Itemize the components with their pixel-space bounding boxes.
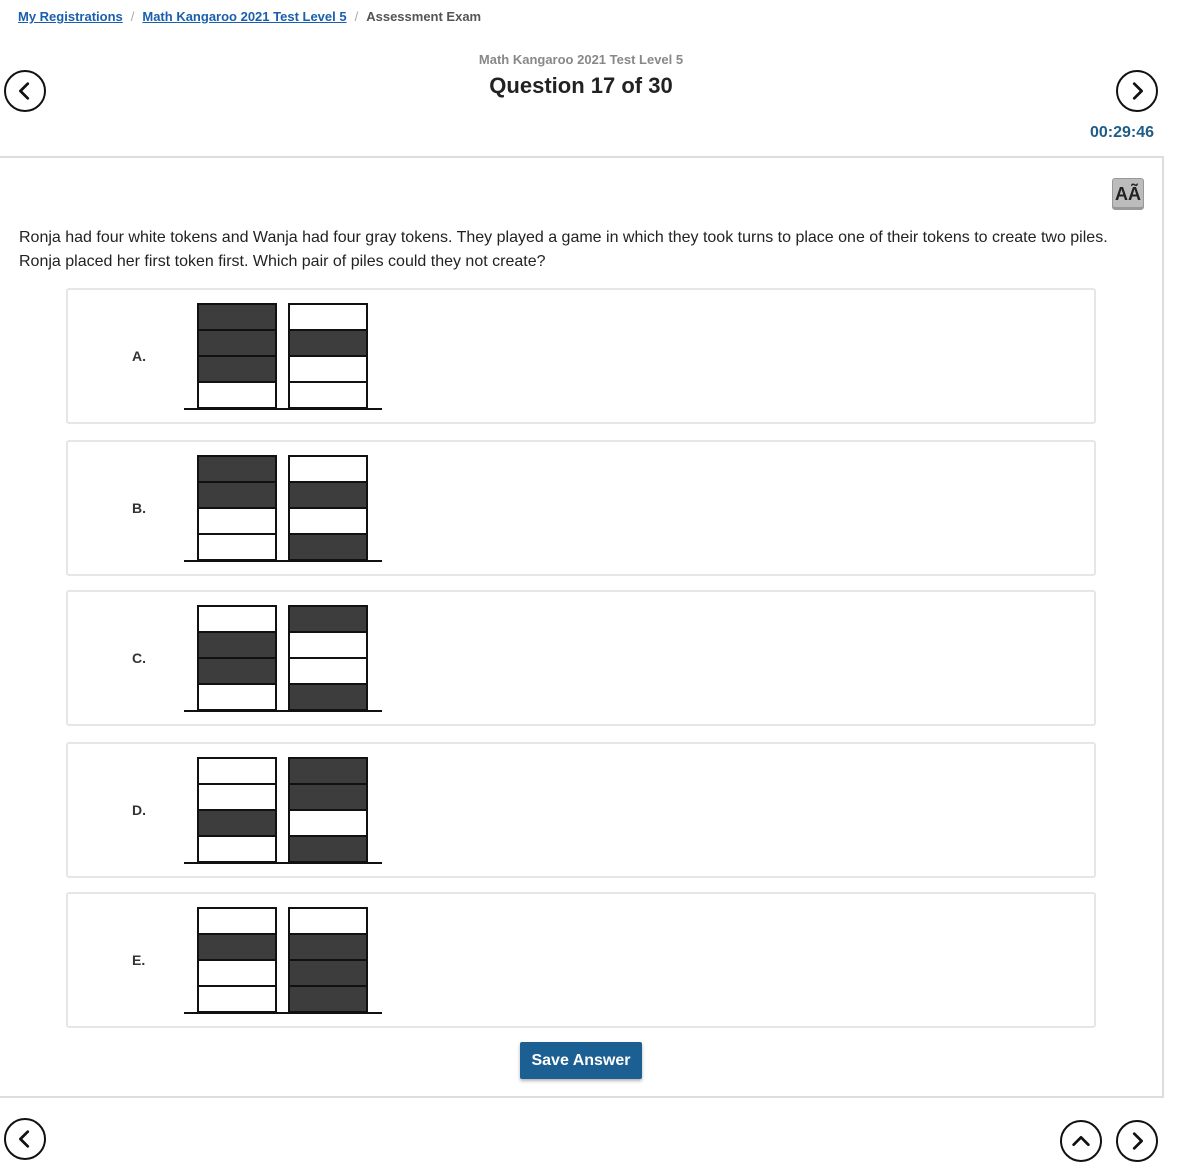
- right-pile-token-gray: [289, 960, 367, 986]
- question-text: Ronja had four white tokens and Wanja had four gray tokens. They played a game in which they took turns to place one of their tokens to create two piles. Ronja placed her first token first. Which pair of piles could they not create?: [19, 229, 1108, 270]
- pile-diagram: [184, 604, 384, 714]
- right-pile-token-gray: [289, 836, 367, 862]
- save-answer-button[interactable]: Save Answer: [520, 1042, 642, 1079]
- chevron-right-icon: [1126, 80, 1148, 102]
- left-pile-token-gray: [198, 356, 276, 382]
- right-pile-token-white: [289, 382, 367, 408]
- right-pile-token-gray: [289, 330, 367, 356]
- left-pile-token-gray: [198, 632, 276, 658]
- next-question-button[interactable]: [1116, 70, 1158, 112]
- left-pile-token-white: [198, 758, 276, 784]
- left-pile-token-gray: [198, 482, 276, 508]
- question-counter: Question 17 of 30: [489, 73, 673, 98]
- breadcrumb-my-registrations[interactable]: My Registrations: [18, 9, 123, 24]
- right-pile-token-gray: [289, 934, 367, 960]
- pile-diagram: [184, 756, 384, 866]
- left-pile-token-white: [198, 534, 276, 560]
- breadcrumb-separator: /: [354, 9, 359, 24]
- timer: 00:29:46: [1089, 124, 1154, 141]
- pile-diagram: [184, 454, 384, 564]
- pile-diagram: [184, 906, 384, 1016]
- left-pile-token-white: [198, 606, 276, 632]
- test-subtitle: Math Kangaroo 2021 Test Level 5: [478, 52, 684, 67]
- answer-option-b[interactable]: [66, 440, 1096, 576]
- prev-question-button-bottom[interactable]: [4, 1118, 46, 1160]
- right-pile-token-white: [289, 908, 367, 934]
- left-pile-token-white: [198, 382, 276, 408]
- left-pile-token-white: [198, 960, 276, 986]
- answer-option-c[interactable]: [66, 590, 1096, 726]
- answer-option-d[interactable]: [66, 742, 1096, 878]
- left-pile-token-white: [198, 684, 276, 710]
- right-pile-token-gray: [289, 784, 367, 810]
- option-letter: C.: [132, 650, 146, 666]
- breadcrumb: [18, 9, 481, 24]
- right-pile-token-white: [289, 456, 367, 482]
- left-pile-token-gray: [198, 934, 276, 960]
- option-letter: A.: [132, 348, 146, 364]
- right-pile-token-white: [289, 304, 367, 330]
- left-pile-token-gray: [198, 304, 276, 330]
- left-pile-token-white: [198, 784, 276, 810]
- right-pile-token-gray: [289, 482, 367, 508]
- right-pile-token-gray: [289, 684, 367, 710]
- breadcrumb-separator: /: [130, 9, 135, 24]
- breadcrumb-current: Assessment Exam: [366, 9, 482, 24]
- left-pile-token-gray: [198, 456, 276, 482]
- prev-question-button[interactable]: [4, 70, 46, 112]
- left-pile-token-white: [198, 908, 276, 934]
- right-pile-token-white: [289, 356, 367, 382]
- font-size-toggle-button[interactable]: AÃ: [1112, 178, 1144, 210]
- option-letter: D.: [132, 802, 146, 818]
- right-pile-token-white: [289, 632, 367, 658]
- left-pile-token-white: [198, 836, 276, 862]
- left-pile-token-gray: [198, 330, 276, 356]
- right-pile-token-gray: [289, 986, 367, 1012]
- right-pile-token-gray: [289, 606, 367, 632]
- left-pile-token-gray: [198, 658, 276, 684]
- left-pile-token-gray: [198, 810, 276, 836]
- right-pile-token-white: [289, 508, 367, 534]
- next-question-button-bottom[interactable]: [1116, 1120, 1158, 1162]
- option-letter: B.: [132, 500, 146, 516]
- breadcrumb-test-level[interactable]: Math Kangaroo 2021 Test Level 5: [142, 9, 347, 24]
- answer-option-e[interactable]: [66, 892, 1096, 1028]
- right-pile-token-white: [289, 658, 367, 684]
- chevron-left-icon: [14, 80, 36, 102]
- question-panel: [0, 156, 1164, 1098]
- chevron-up-icon: [1070, 1130, 1092, 1152]
- scroll-to-top-button[interactable]: [1060, 1120, 1102, 1162]
- left-pile-token-white: [198, 986, 276, 1012]
- option-letter: E.: [132, 952, 146, 968]
- answer-option-a[interactable]: [66, 288, 1096, 424]
- left-pile-token-white: [198, 508, 276, 534]
- chevron-right-icon: [1126, 1130, 1148, 1152]
- pile-diagram: [184, 302, 384, 412]
- chevron-left-icon: [14, 1128, 36, 1150]
- right-pile-token-gray: [289, 758, 367, 784]
- right-pile-token-gray: [289, 534, 367, 560]
- right-pile-token-white: [289, 810, 367, 836]
